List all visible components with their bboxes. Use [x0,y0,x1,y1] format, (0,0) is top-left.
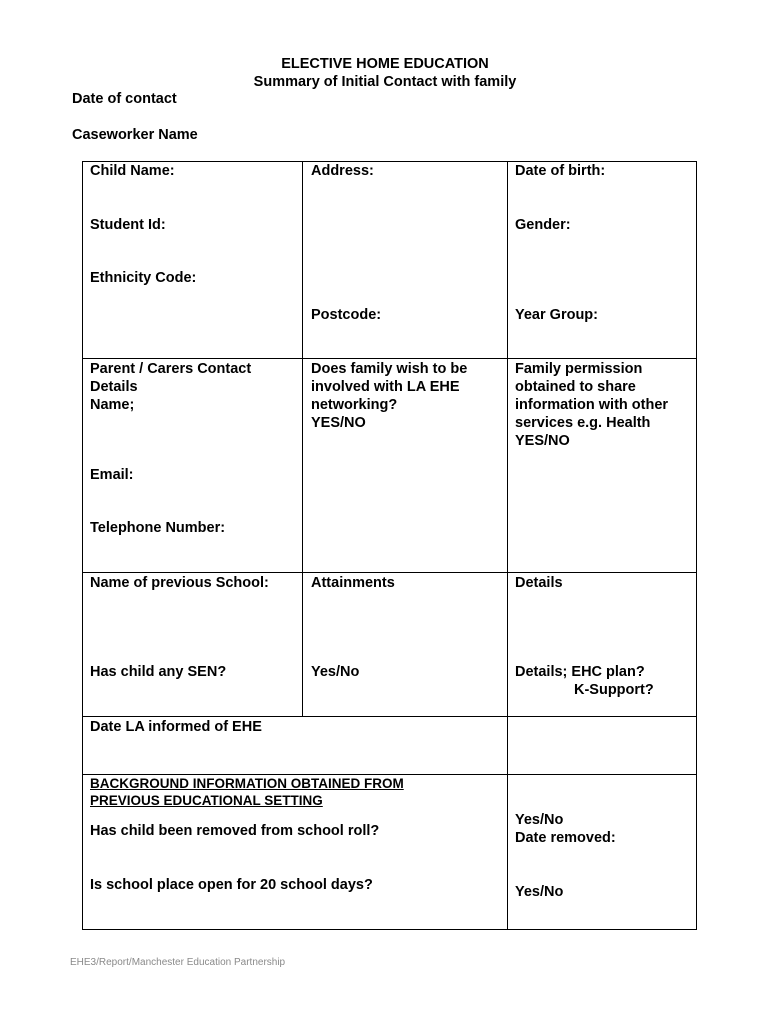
table-border-left [82,161,83,930]
removed-yes-no: Yes/No [515,812,564,828]
networking-line: networking? [311,397,398,413]
date-la-informed-field[interactable]: Date LA informed of EHE [90,719,262,735]
address-field[interactable]: Address: [311,163,374,179]
attainments-field[interactable]: Attainments [311,575,395,591]
row-divider [82,716,697,717]
footer-reference: EHE3/Report/Manchester Education Partnership [70,957,286,968]
background-heading-line: BACKGROUND INFORMATION OBTAINED FROM [90,776,404,791]
table-border-bottom [82,929,697,930]
column-divider [507,161,508,930]
year-group-field[interactable]: Year Group: [515,307,598,323]
permission-line: Family permission [515,361,643,377]
postcode-field[interactable]: Postcode: [311,307,382,323]
k-support-field[interactable]: K-Support? [574,682,654,698]
permission-line: obtained to share [515,379,636,395]
telephone-number-field[interactable]: Telephone Number: [90,520,226,536]
date-of-birth-field[interactable]: Date of birth: [515,163,606,179]
permission-line: services e.g. Health [515,415,651,431]
student-id-field[interactable]: Student Id: [90,217,166,233]
parent-contact-details-field[interactable] [90,360,251,414]
page-subtitle: Summary of Initial Contact with family [253,74,517,90]
date-removed-label: Date removed: [515,830,616,846]
column-divider [302,161,303,717]
networking-question[interactable] [311,360,467,432]
gender-field[interactable]: Gender: [515,217,571,233]
email-field[interactable]: Email: [90,467,134,483]
school-place-open-question: Is school place open for 20 school days? [90,877,373,893]
parent-contact-line: Parent / Carers Contact [90,361,252,377]
networking-yes-no: YES/NO [311,415,366,431]
attainment-details-field[interactable]: Details [515,575,563,591]
school-place-open-answer[interactable]: Yes/No [515,884,564,900]
networking-line: involved with LA EHE [311,379,460,395]
permission-line: information with other [515,397,669,413]
date-of-contact-label: Date of contact [72,91,177,107]
permission-question[interactable] [515,360,668,450]
row-divider [82,358,697,359]
parent-contact-line: Details [90,379,138,395]
background-info-heading [90,775,404,809]
background-heading-line: PREVIOUS EDUCATIONAL SETTING [90,793,323,808]
page-title: ELECTIVE HOME EDUCATION [281,56,489,72]
permission-yes-no: YES/NO [515,433,570,449]
row-divider [82,572,697,573]
child-name-field[interactable]: Child Name: [90,163,175,179]
previous-school-field[interactable]: Name of previous School: [90,575,269,591]
ehc-plan-field[interactable]: Details; EHC plan? [515,664,645,680]
removed-from-roll-question: Has child been removed from school roll? [90,823,380,839]
sen-question: Has child any SEN? [90,664,227,680]
removed-from-roll-answer[interactable] [515,811,616,847]
table-border-right [696,161,697,930]
sen-yes-no[interactable]: Yes/No [311,664,360,680]
ethnicity-code-field[interactable]: Ethnicity Code: [90,270,197,286]
networking-line: Does family wish to be [311,361,468,377]
parent-contact-line: Name; [90,397,135,413]
caseworker-name-label: Caseworker Name [72,127,198,143]
